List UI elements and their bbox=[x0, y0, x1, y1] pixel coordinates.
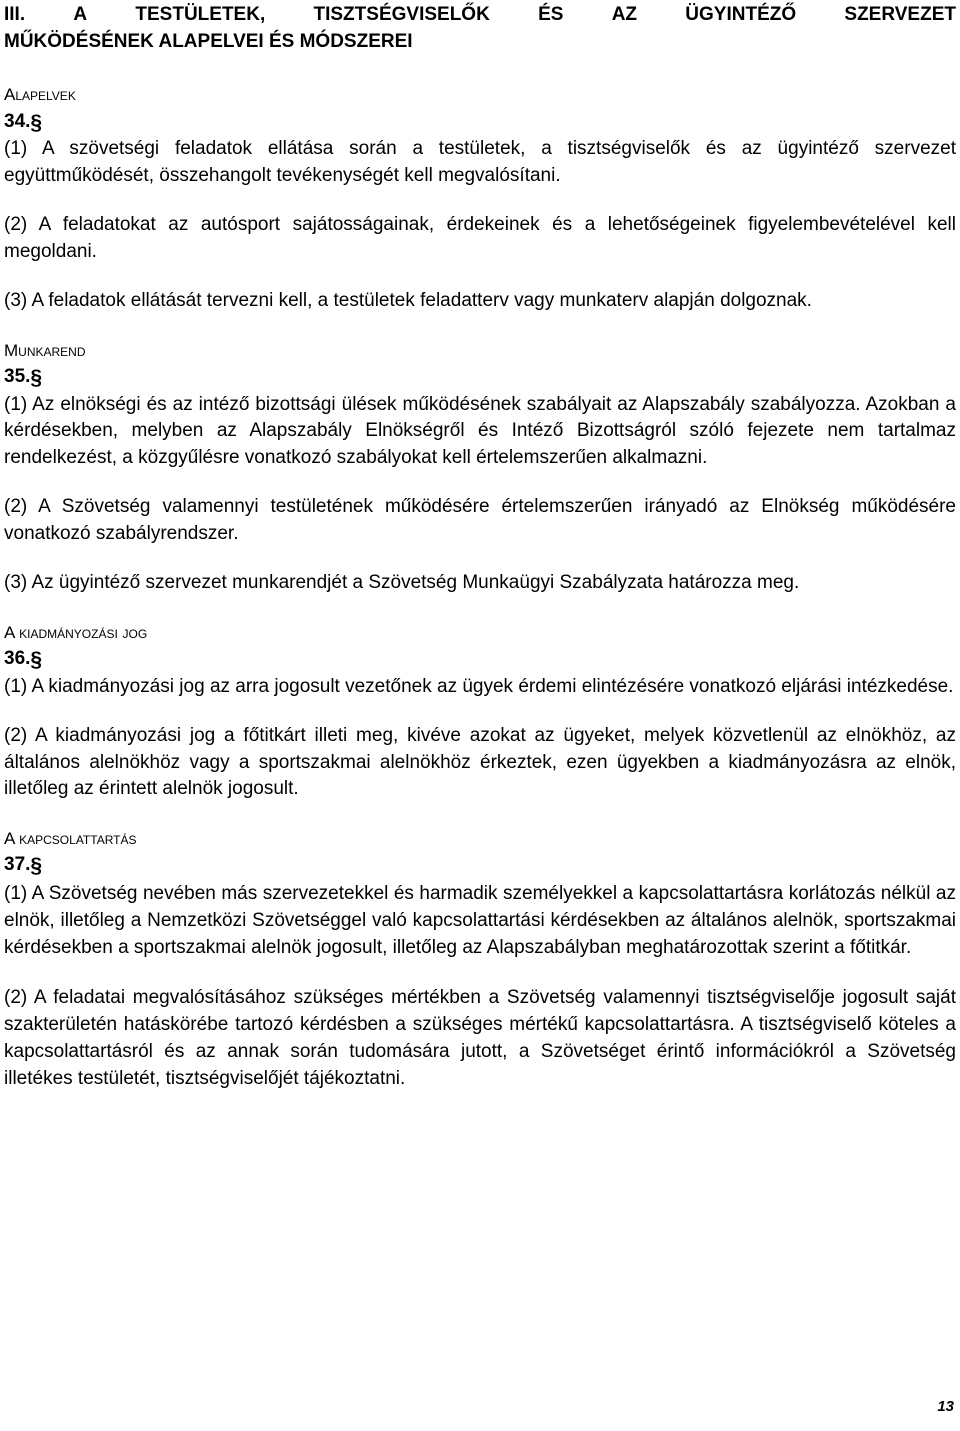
title-word: III. bbox=[4, 4, 26, 25]
section-number-text: 36. bbox=[4, 648, 31, 669]
section-number-text: 35. bbox=[4, 366, 31, 387]
section-number bbox=[4, 364, 956, 392]
paragraph: (1) A kiadmányozási jog az arra jogosult vezetőnek az ügyek érdemi elintézésére vonatkozó eljárási intézkedése. bbox=[4, 675, 954, 697]
section-number bbox=[4, 852, 956, 880]
chapter-title-line1 bbox=[4, 2, 956, 29]
section-alapelvek bbox=[4, 82, 956, 315]
paragraph: (2) A feladatai megvalósításához szükséges mértékben a Szövetség valamennyi tisztségviselője jogosult saját szakterületén hatáskörébe tartozó kérdésben a szükséges mértékű kapcsolattartásra. A tisztségviselő köteles a kapcsolattartásról és az annak során tudomására jutott, a Szövetséget érintő információkról a Szövetség illetékes testületét, tisztségviselőjét tájékoztatni. bbox=[4, 986, 956, 1089]
title-word: ÉS bbox=[538, 4, 564, 25]
paragraph: (3) A feladatok ellátását tervezni kell, a testületek feladatterv vagy munkaterv alapján dolgoznak. bbox=[4, 290, 812, 311]
section-number bbox=[4, 109, 956, 137]
paragraph-sign: § bbox=[30, 648, 43, 671]
section-number-text: 37. bbox=[4, 854, 31, 875]
paragraph: (1) A Szövetség nevében más szervezetekkel és harmadik személyekkel a kapcsolattartásra korlátozás nélkül az elnök, illetőleg a Nemzetközi Szövetséggel való kapcsolattartási kérdésekben az általános alelnök, sportszakmai kérdésekben a sportszakmai alelnök jogosult, illetőleg az Alapszabályban meghatározottak szerint a főtitkár. bbox=[4, 882, 956, 958]
chapter-title bbox=[4, 2, 956, 55]
title-word: A bbox=[73, 4, 88, 25]
document-page bbox=[4, 0, 956, 1092]
paragraph: (1) A szövetségi feladatok ellátása során a testületek, a tisztségviselők és az ügyintéző szervezet együttműködését, összehangolt tevékenységét kell megvalósítani. bbox=[4, 138, 956, 186]
paragraph-sign: § bbox=[30, 366, 43, 389]
section-kiadmanyozasi-jog bbox=[4, 620, 956, 803]
title-word: TESTÜLETEK, bbox=[135, 4, 266, 25]
section-number bbox=[4, 646, 956, 674]
title-word: ÜGYINTÉZŐ bbox=[685, 4, 797, 25]
section-kapcsolattartas bbox=[4, 826, 956, 1092]
paragraph: (2) A Szövetség valamennyi testületének működésére értelemszerűen irányadó az Elnökség működésére vonatkozó szabályrendszer. bbox=[4, 496, 956, 544]
section-heading: A kapcsolattartás bbox=[4, 828, 137, 848]
paragraph: (3) Az ügyintéző szervezet munkarendjét a Szövetség Munkaügyi Szabályzata határozza meg. bbox=[4, 572, 800, 593]
title-word: AZ bbox=[611, 4, 638, 25]
section-heading: A kiadmányozási jog bbox=[4, 622, 148, 642]
section-heading: Munkarend bbox=[4, 340, 86, 360]
paragraph: (2) A feladatokat az autósport sajátosságainak, érdekeinek és a lehetőségeinek figyelembevételével kell megoldani. bbox=[4, 214, 956, 262]
title-word: TISZTSÉGVISELŐK bbox=[313, 4, 490, 25]
chapter-title-line2: MŰKÖDÉSÉNEK ALAPELVEI ÉS MÓDSZEREI bbox=[4, 30, 413, 52]
section-heading: Alapelvek bbox=[4, 85, 76, 104]
page-number: 13 bbox=[937, 1398, 954, 1415]
section-munkarend bbox=[4, 338, 956, 597]
paragraph-sign: § bbox=[30, 110, 43, 134]
title-word: SZERVEZET bbox=[844, 4, 956, 25]
section-number-text: 34. bbox=[4, 110, 31, 132]
paragraph: (2) A kiadmányozási jog a főtitkárt illeti meg, kivéve azokat az ügyeket, melyek közvetlenül az elnökhöz, az általános alelnökhöz vagy a sportszakmai alelnökhöz érkeztek, ezen ügyekben a kiadmányozásra az elnök, illetőleg az érintett alelnök jogosult. bbox=[4, 725, 956, 799]
paragraph-sign: § bbox=[30, 854, 43, 877]
paragraph: (1) Az elnökségi és az intéző bizottsági ülések működésének szabályait az Alapszabály szabályozza. Azokban a kérdésekben, melyben az Alapszabály Elnökségről és Intéző Bizottságról szóló fejezete nem tartalmaz rendelkezést, a közgyűlésre vonatkozó szabályokat kell értelemszerűen alkalmazni. bbox=[4, 393, 956, 468]
